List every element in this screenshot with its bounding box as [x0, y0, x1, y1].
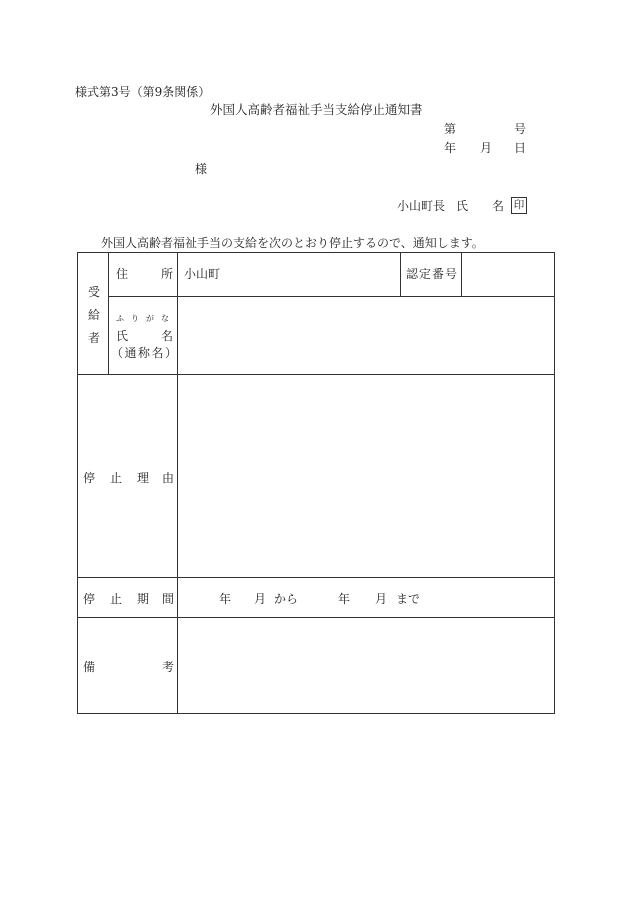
- date-day-label: 日: [514, 141, 527, 155]
- period-to-suffix: まで: [396, 592, 421, 606]
- reason-label-4: 由: [162, 471, 175, 485]
- name-label-1: 氏: [116, 329, 129, 343]
- reason-label-1: 停: [83, 471, 96, 485]
- reason-label-3: 理: [137, 471, 150, 485]
- period-label-4: 間: [162, 592, 175, 606]
- recipient-label-3: 者: [88, 331, 101, 345]
- date-year-label: 年: [444, 141, 457, 155]
- period-from-year: 年: [219, 592, 232, 606]
- certification-number-label: 認定番号: [406, 267, 459, 281]
- furigana-label-2: り: [131, 314, 139, 323]
- form-number: 様式第3号（第9条関係）: [75, 85, 211, 99]
- document-number-go: 号: [514, 122, 527, 136]
- period-to-month: 月: [375, 592, 388, 606]
- period-label-2: 止: [110, 592, 123, 606]
- period-from-month: 月: [254, 592, 267, 606]
- period-label-3: 期: [137, 592, 150, 606]
- name-label-2: 名: [161, 329, 174, 343]
- document-number-dai: 第: [444, 122, 457, 136]
- address-field[interactable]: 小山町: [184, 267, 221, 281]
- recipient-label-1: 受: [88, 285, 101, 299]
- recipient-suffix: 様: [195, 162, 208, 176]
- issuer-name-label-1: 氏: [456, 199, 469, 213]
- seal-mark: 印: [511, 197, 527, 214]
- period-from-suffix: から: [274, 592, 299, 606]
- intro-text: 外国人高齢者福祉手当の支給を次のとおり停止するので、通知します。: [101, 236, 484, 250]
- reason-label-2: 止: [110, 471, 123, 485]
- address-label-1: 住: [116, 267, 129, 281]
- alias-label: （通称名）: [111, 346, 179, 360]
- furigana-label-1: ふ: [116, 314, 124, 323]
- remarks-label-2: 考: [162, 660, 175, 674]
- address-label-2: 所: [161, 267, 174, 281]
- furigana-label-4: な: [161, 314, 169, 323]
- notice-form-table: [77, 252, 555, 714]
- date-month-label: 月: [480, 141, 493, 155]
- furigana-label-3: が: [146, 314, 154, 323]
- issuer-title: 小山町長: [397, 199, 446, 213]
- recipient-label-2: 給: [88, 308, 101, 322]
- period-to-year: 年: [338, 592, 351, 606]
- issuer-name-label-2: 名: [492, 199, 505, 213]
- remarks-label-1: 備: [83, 660, 96, 674]
- period-label-1: 停: [83, 592, 96, 606]
- document-title: 外国人高齢者福祉手当支給停止通知書: [210, 102, 423, 117]
